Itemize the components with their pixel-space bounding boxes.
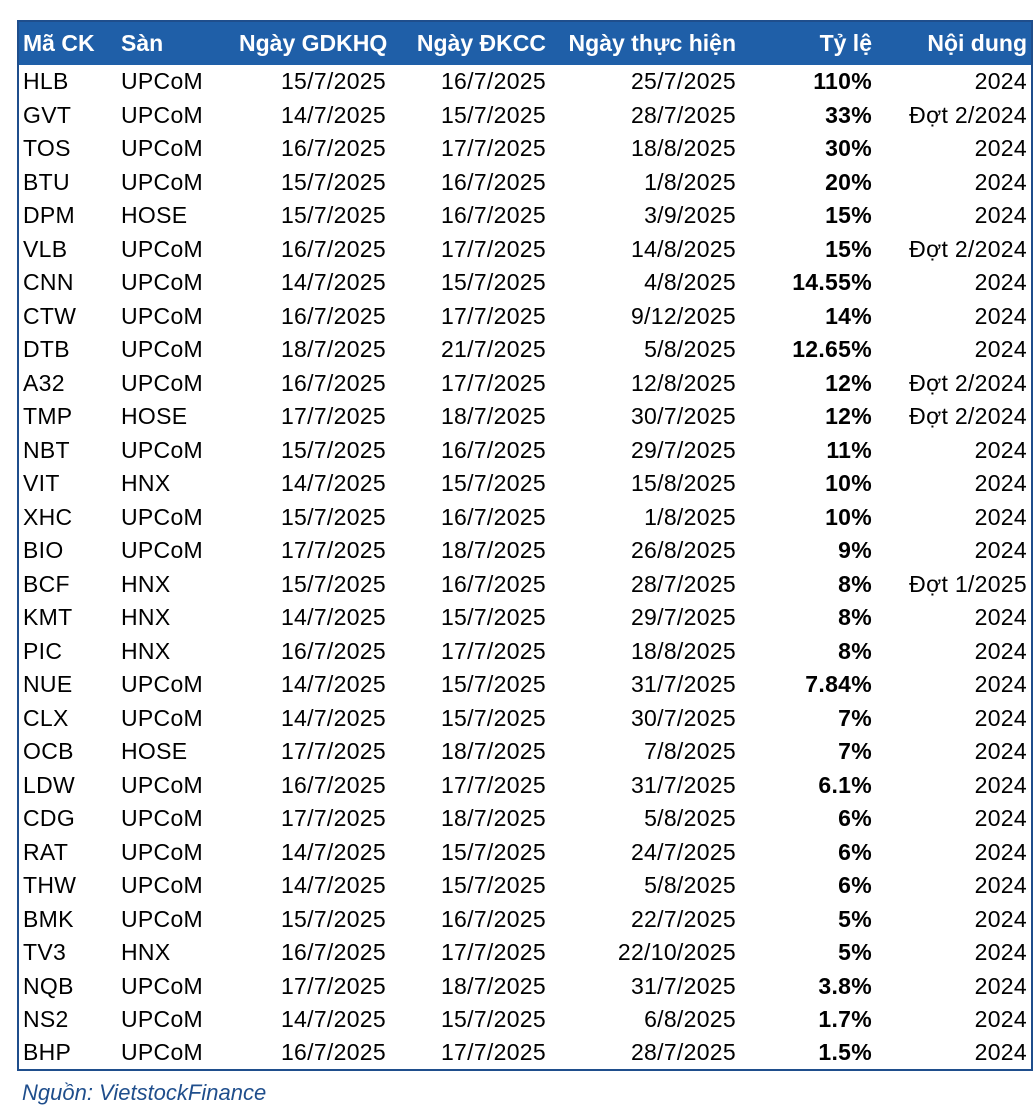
content-cell: 2024 <box>974 470 1027 497</box>
stock-code-cell: CDG <box>23 805 76 832</box>
table-row <box>18 65 1032 99</box>
exchange-cell: HNX <box>121 570 171 597</box>
payment-date-cell: 18/8/2025 <box>630 637 736 664</box>
payment-date-cell: 31/7/2025 <box>630 972 736 999</box>
payment-date-cell: 3/9/2025 <box>644 202 736 229</box>
ex-date-cell: 17/7/2025 <box>280 972 386 999</box>
rate-cell: 5% <box>838 905 872 932</box>
payment-date-cell: 28/7/2025 <box>630 101 736 128</box>
stock-code-cell: TV3 <box>23 939 67 966</box>
record-date-cell: 15/7/2025 <box>440 470 546 497</box>
header-payment-date: Ngày thực hiện <box>568 30 736 56</box>
stock-code-cell: HLB <box>23 68 69 95</box>
rate-cell: 6% <box>838 872 872 899</box>
payment-date-cell: 18/8/2025 <box>630 135 736 162</box>
header-record-date: Ngày ĐKCC <box>416 30 546 56</box>
ex-date-cell: 16/7/2025 <box>280 771 386 798</box>
stock-code-cell: NS2 <box>23 1006 69 1033</box>
exchange-cell: UPCoM <box>121 1039 204 1066</box>
ex-date-cell: 15/7/2025 <box>280 68 386 95</box>
dividend-table <box>17 20 1033 1071</box>
content-cell: Đợt 2/2024 <box>909 101 1027 128</box>
payment-date-cell: 4/8/2025 <box>644 269 736 296</box>
ex-date-cell: 17/7/2025 <box>280 805 386 832</box>
record-date-cell: 18/7/2025 <box>440 738 546 765</box>
table-row <box>18 903 1032 937</box>
rate-cell: 1.7% <box>818 1006 872 1033</box>
payment-date-cell: 30/7/2025 <box>630 403 736 430</box>
ex-date-cell: 16/7/2025 <box>280 235 386 262</box>
rate-cell: 11% <box>826 436 872 463</box>
content-cell: 2024 <box>974 537 1027 564</box>
stock-code-cell: VIT <box>23 470 60 497</box>
payment-date-cell: 1/8/2025 <box>644 168 736 195</box>
rate-cell: 20% <box>825 168 872 195</box>
exchange-cell: UPCoM <box>121 235 204 262</box>
payment-date-cell: 25/7/2025 <box>630 68 736 95</box>
content-cell: 2024 <box>974 1006 1027 1033</box>
record-date-cell: 17/7/2025 <box>440 771 546 798</box>
table-row <box>18 534 1032 568</box>
record-date-cell: 15/7/2025 <box>440 269 546 296</box>
table-row <box>18 434 1032 468</box>
table-row <box>18 668 1032 702</box>
header-row <box>18 21 1032 65</box>
ex-date-cell: 17/7/2025 <box>280 738 386 765</box>
stock-code-cell: KMT <box>23 604 73 631</box>
content-cell: 2024 <box>974 269 1027 296</box>
table-row <box>18 400 1032 434</box>
record-date-cell: 18/7/2025 <box>440 403 546 430</box>
record-date-cell: 15/7/2025 <box>440 101 546 128</box>
content-cell: 2024 <box>974 202 1027 229</box>
stock-code-cell: DPM <box>23 202 76 229</box>
source-caption: Nguồn: VietstockFinance <box>22 1080 267 1105</box>
stock-code-cell: LDW <box>23 771 76 798</box>
ex-date-cell: 16/7/2025 <box>280 637 386 664</box>
stock-code-cell: DTB <box>23 336 70 363</box>
record-date-cell: 16/7/2025 <box>440 503 546 530</box>
payment-date-cell: 29/7/2025 <box>630 604 736 631</box>
stock-code-cell: BCF <box>23 570 70 597</box>
record-date-cell: 15/7/2025 <box>440 604 546 631</box>
payment-date-cell: 31/7/2025 <box>630 771 736 798</box>
record-date-cell: 15/7/2025 <box>440 838 546 865</box>
table-row <box>18 300 1032 334</box>
stock-code-cell: TMP <box>23 403 73 430</box>
table-row <box>18 166 1032 200</box>
record-date-cell: 15/7/2025 <box>440 872 546 899</box>
table-row <box>18 568 1032 602</box>
content-cell: 2024 <box>974 1039 1027 1066</box>
stock-code-cell: CNN <box>23 269 74 296</box>
stock-code-cell: GVT <box>23 101 72 128</box>
header-content: Nội dung <box>927 30 1027 56</box>
record-date-cell: 16/7/2025 <box>440 202 546 229</box>
record-date-cell: 16/7/2025 <box>440 68 546 95</box>
ex-date-cell: 14/7/2025 <box>280 671 386 698</box>
table-row <box>18 601 1032 635</box>
table-row <box>18 1037 1032 1071</box>
stock-code-cell: XHC <box>23 503 73 530</box>
exchange-cell: UPCoM <box>121 503 204 530</box>
stock-code-cell: BMK <box>23 905 74 932</box>
exchange-cell: HNX <box>121 637 171 664</box>
rate-cell: 12.65% <box>792 336 872 363</box>
rate-cell: 10% <box>825 503 872 530</box>
ex-date-cell: 16/7/2025 <box>280 369 386 396</box>
ex-date-cell: 16/7/2025 <box>280 135 386 162</box>
payment-date-cell: 12/8/2025 <box>630 369 736 396</box>
content-cell: Đợt 2/2024 <box>909 369 1027 396</box>
exchange-cell: HOSE <box>121 738 188 765</box>
table-row <box>18 735 1032 769</box>
exchange-cell: UPCoM <box>121 101 204 128</box>
ex-date-cell: 16/7/2025 <box>280 1039 386 1066</box>
content-cell: Đợt 2/2024 <box>909 403 1027 430</box>
record-date-cell: 18/7/2025 <box>440 537 546 564</box>
record-date-cell: 18/7/2025 <box>440 805 546 832</box>
ex-date-cell: 14/7/2025 <box>280 604 386 631</box>
exchange-cell: UPCoM <box>121 168 204 195</box>
exchange-cell: UPCoM <box>121 671 204 698</box>
rate-cell: 6% <box>838 838 872 865</box>
exchange-cell: HNX <box>121 939 171 966</box>
exchange-cell: HNX <box>121 470 171 497</box>
stock-code-cell: BTU <box>23 168 70 195</box>
payment-date-cell: 14/8/2025 <box>630 235 736 262</box>
rate-cell: 30% <box>825 135 872 162</box>
rate-cell: 5% <box>838 939 872 966</box>
record-date-cell: 16/7/2025 <box>440 570 546 597</box>
stock-code-cell: BHP <box>23 1039 72 1066</box>
table-header <box>18 21 1032 65</box>
payment-date-cell: 28/7/2025 <box>630 1039 736 1066</box>
record-date-cell: 16/7/2025 <box>440 436 546 463</box>
rate-cell: 8% <box>838 637 872 664</box>
content-cell: 2024 <box>974 436 1027 463</box>
exchange-cell: UPCoM <box>121 135 204 162</box>
stock-code-cell: BIO <box>23 537 64 564</box>
exchange-cell: UPCoM <box>121 436 204 463</box>
table-row <box>18 702 1032 736</box>
record-date-cell: 15/7/2025 <box>440 704 546 731</box>
table-row <box>18 266 1032 300</box>
content-cell: 2024 <box>974 939 1027 966</box>
ex-date-cell: 15/7/2025 <box>280 202 386 229</box>
table-row <box>18 367 1032 401</box>
record-date-cell: 17/7/2025 <box>440 135 546 162</box>
payment-date-cell: 6/8/2025 <box>644 1006 736 1033</box>
ex-date-cell: 14/7/2025 <box>280 872 386 899</box>
exchange-cell: HOSE <box>121 202 188 229</box>
record-date-cell: 17/7/2025 <box>440 637 546 664</box>
stock-code-cell: THW <box>23 872 77 899</box>
content-cell: 2024 <box>974 604 1027 631</box>
ex-date-cell: 14/7/2025 <box>280 1006 386 1033</box>
record-date-cell: 16/7/2025 <box>440 168 546 195</box>
exchange-cell: UPCoM <box>121 302 204 329</box>
payment-date-cell: 24/7/2025 <box>630 838 736 865</box>
exchange-cell: HNX <box>121 604 171 631</box>
table-row <box>18 936 1032 970</box>
table-row <box>18 467 1032 501</box>
rate-cell: 8% <box>838 604 872 631</box>
content-cell: Đợt 1/2025 <box>909 570 1027 597</box>
ex-date-cell: 15/7/2025 <box>280 436 386 463</box>
table-row <box>18 199 1032 233</box>
stock-code-cell: PIC <box>23 637 63 664</box>
ex-date-cell: 15/7/2025 <box>280 503 386 530</box>
table-row <box>18 233 1032 267</box>
ex-date-cell: 18/7/2025 <box>280 336 386 363</box>
content-cell: 2024 <box>974 738 1027 765</box>
record-date-cell: 17/7/2025 <box>440 939 546 966</box>
stock-code-cell: CTW <box>23 302 77 329</box>
payment-date-cell: 5/8/2025 <box>644 336 736 363</box>
stock-code-cell: CLX <box>23 704 69 731</box>
content-cell: 2024 <box>974 972 1027 999</box>
record-date-cell: 18/7/2025 <box>440 972 546 999</box>
payment-date-cell: 31/7/2025 <box>630 671 736 698</box>
exchange-cell: UPCoM <box>121 269 204 296</box>
content-cell: 2024 <box>974 135 1027 162</box>
ex-date-cell: 16/7/2025 <box>280 939 386 966</box>
record-date-cell: 15/7/2025 <box>440 671 546 698</box>
rate-cell: 6.1% <box>818 771 872 798</box>
ex-date-cell: 17/7/2025 <box>280 537 386 564</box>
exchange-cell: UPCoM <box>121 872 204 899</box>
ex-date-cell: 15/7/2025 <box>280 168 386 195</box>
payment-date-cell: 30/7/2025 <box>630 704 736 731</box>
exchange-cell: UPCoM <box>121 771 204 798</box>
exchange-cell: HOSE <box>121 403 188 430</box>
stock-code-cell: NQB <box>23 972 74 999</box>
record-date-cell: 17/7/2025 <box>440 1039 546 1066</box>
table-row <box>18 333 1032 367</box>
rate-cell: 12% <box>825 403 872 430</box>
content-cell: 2024 <box>974 704 1027 731</box>
table-row <box>18 635 1032 669</box>
header-rate: Tỷ lệ <box>819 30 872 56</box>
header-ex-date: Ngày GDKHQ <box>239 30 388 56</box>
table-row <box>18 99 1032 133</box>
rate-cell: 14.55% <box>792 269 872 296</box>
record-date-cell: 15/7/2025 <box>440 1006 546 1033</box>
rate-cell: 6% <box>838 805 872 832</box>
rate-cell: 15% <box>825 235 872 262</box>
table-row <box>18 132 1032 166</box>
record-date-cell: 16/7/2025 <box>440 905 546 932</box>
payment-date-cell: 15/8/2025 <box>630 470 736 497</box>
payment-date-cell: 26/8/2025 <box>630 537 736 564</box>
header-exchange: Sàn <box>121 30 164 56</box>
exchange-cell: UPCoM <box>121 369 204 396</box>
ex-date-cell: 14/7/2025 <box>280 269 386 296</box>
exchange-cell: UPCoM <box>121 336 204 363</box>
payment-date-cell: 29/7/2025 <box>630 436 736 463</box>
rate-cell: 8% <box>838 570 872 597</box>
record-date-cell: 17/7/2025 <box>440 235 546 262</box>
stock-code-cell: TOS <box>23 135 71 162</box>
rate-cell: 12% <box>825 369 872 396</box>
exchange-cell: UPCoM <box>121 704 204 731</box>
content-cell: 2024 <box>974 805 1027 832</box>
table-row <box>18 1003 1032 1037</box>
ex-date-cell: 14/7/2025 <box>280 704 386 731</box>
ex-date-cell: 14/7/2025 <box>280 838 386 865</box>
content-cell: 2024 <box>974 302 1027 329</box>
content-cell: 2024 <box>974 336 1027 363</box>
rate-cell: 7% <box>838 704 872 731</box>
ex-date-cell: 15/7/2025 <box>280 905 386 932</box>
rate-cell: 9% <box>838 537 872 564</box>
payment-date-cell: 22/10/2025 <box>617 939 736 966</box>
rate-cell: 33% <box>825 101 872 128</box>
ex-date-cell: 16/7/2025 <box>280 302 386 329</box>
ex-date-cell: 14/7/2025 <box>280 470 386 497</box>
stock-code-cell: VLB <box>23 235 68 262</box>
exchange-cell: UPCoM <box>121 537 204 564</box>
content-cell: 2024 <box>974 168 1027 195</box>
table-row <box>18 970 1032 1004</box>
content-cell: 2024 <box>974 68 1027 95</box>
exchange-cell: UPCoM <box>121 905 204 932</box>
content-cell: 2024 <box>974 671 1027 698</box>
content-cell: 2024 <box>974 637 1027 664</box>
payment-date-cell: 1/8/2025 <box>644 503 736 530</box>
rate-cell: 1.5% <box>818 1039 872 1066</box>
exchange-cell: UPCoM <box>121 838 204 865</box>
payment-date-cell: 7/8/2025 <box>644 738 736 765</box>
header-stock-code: Mã CK <box>23 30 95 56</box>
payment-date-cell: 5/8/2025 <box>644 805 736 832</box>
table-row <box>18 769 1032 803</box>
record-date-cell: 21/7/2025 <box>440 336 546 363</box>
dividend-table-container <box>17 20 1027 1071</box>
exchange-cell: UPCoM <box>121 805 204 832</box>
stock-code-cell: NBT <box>23 436 70 463</box>
content-cell: 2024 <box>974 872 1027 899</box>
content-cell: 2024 <box>974 838 1027 865</box>
ex-date-cell: 14/7/2025 <box>280 101 386 128</box>
rate-cell: 3.8% <box>818 972 872 999</box>
table-row <box>18 501 1032 535</box>
content-cell: 2024 <box>974 503 1027 530</box>
stock-code-cell: OCB <box>23 738 74 765</box>
ex-date-cell: 15/7/2025 <box>280 570 386 597</box>
content-cell: 2024 <box>974 905 1027 932</box>
rate-cell: 14% <box>825 302 872 329</box>
rate-cell: 10% <box>825 470 872 497</box>
rate-cell: 110% <box>813 68 872 95</box>
payment-date-cell: 5/8/2025 <box>644 872 736 899</box>
record-date-cell: 17/7/2025 <box>440 302 546 329</box>
content-cell: Đợt 2/2024 <box>909 235 1027 262</box>
rate-cell: 7% <box>838 738 872 765</box>
exchange-cell: UPCoM <box>121 1006 204 1033</box>
stock-code-cell: A32 <box>23 369 65 396</box>
rate-cell: 7.84% <box>805 671 872 698</box>
table-body <box>18 65 1032 1070</box>
payment-date-cell: 28/7/2025 <box>630 570 736 597</box>
payment-date-cell: 22/7/2025 <box>630 905 736 932</box>
content-cell: 2024 <box>974 771 1027 798</box>
stock-code-cell: NUE <box>23 671 73 698</box>
payment-date-cell: 9/12/2025 <box>630 302 736 329</box>
exchange-cell: UPCoM <box>121 972 204 999</box>
table-row <box>18 802 1032 836</box>
table-row <box>18 869 1032 903</box>
rate-cell: 15% <box>825 202 872 229</box>
ex-date-cell: 17/7/2025 <box>280 403 386 430</box>
stock-code-cell: RAT <box>23 838 69 865</box>
record-date-cell: 17/7/2025 <box>440 369 546 396</box>
table-row <box>18 836 1032 870</box>
exchange-cell: UPCoM <box>121 68 204 95</box>
